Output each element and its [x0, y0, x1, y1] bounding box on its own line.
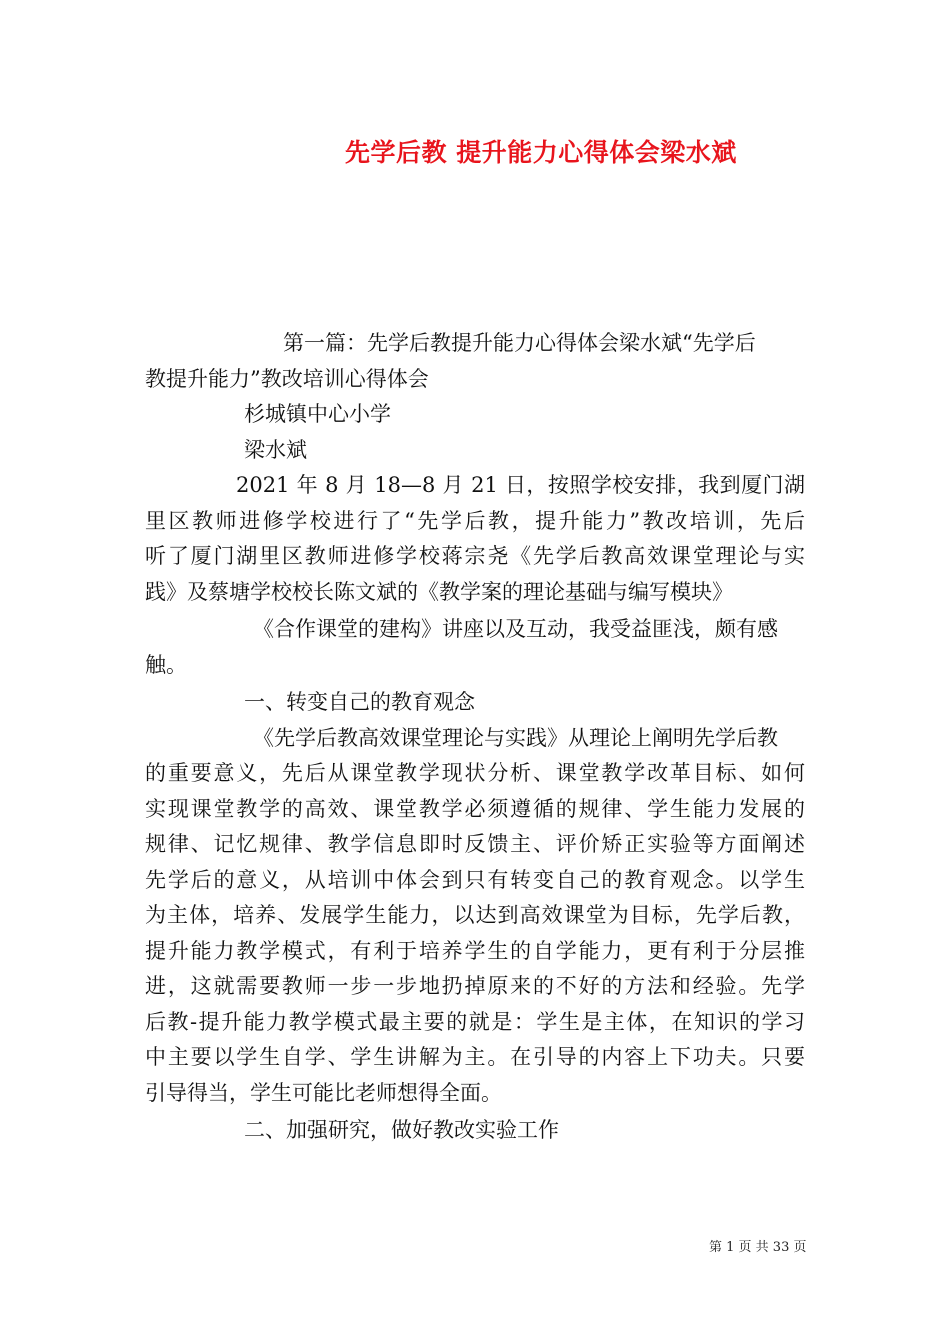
paragraph-line: 进，这就需要教师一步一步地扔掉原来的不好的方法和经验。先学: [145, 974, 805, 998]
paragraph-line: 践》及蔡塘学校校长陈文斌的《教学案的理论基础与编写模块》: [145, 579, 733, 604]
paragraph-line: 2021 年 8 月 18—8 月 21 日，按照学校安排，我到厦门湖: [236, 473, 805, 497]
document-body: [145, 326, 805, 1149]
section-heading: 二、加强研究，做好教改实验工作: [244, 1118, 559, 1142]
paragraph-line: 引导得当，学生可能比老师想得全面。: [145, 1080, 502, 1105]
paragraph-line: 中主要以学生自学、学生讲解为主。在引导的内容上下功夫。只要: [145, 1045, 805, 1069]
paragraph-line: 里区教师进修学校进行了“先学后教，提升能力”教改培训，先后: [145, 508, 805, 533]
page-number: 第 1 页 共 33 页: [709, 1240, 807, 1255]
author-name: 梁水斌: [244, 437, 307, 462]
paragraph-line: 为主体，培养、发展学生能力，以达到高效课堂为目标，先学后教，: [145, 903, 805, 927]
heading-line: 教提升能力”教改培训心得体会: [145, 366, 429, 391]
paragraph-line: 《先学后教高效课堂理论与实践》从理论上阐明先学后教: [253, 725, 778, 750]
paragraph-line: 的重要意义，先后从课堂教学现状分析、课堂教学改革目标、如何: [145, 761, 805, 785]
paragraph-line: 提升能力教学模式，有利于培养学生的自学能力，更有利于分层推: [145, 938, 805, 963]
paragraph-line: 《合作课堂的建构》讲座以及互动，我受益匪浅，颇有感: [253, 617, 778, 641]
section-heading: 一、转变自己的教育观念: [244, 690, 475, 714]
paragraph-line: 实现课堂教学的高效、课堂教学必须遵循的规律、学生能力发展的: [145, 796, 805, 821]
paragraph-line: 听了厦门湖里区教师进修学校蒋宗尧《先学后教高效课堂理论与实: [145, 544, 805, 568]
paragraph-line: 后教-提升能力教学模式最主要的就是：学生是主体，在知识的学习: [145, 1009, 805, 1034]
paragraph-line: 先学后的意义，从培训中体会到只有转变自己的教育观念。以学生: [145, 867, 805, 892]
heading-line: 第一篇：先学后教提升能力心得体会梁水斌“先学后: [283, 331, 756, 355]
document-title: 先学后教 提升能力心得体会梁水斌: [345, 138, 737, 167]
paragraph-line: 规律、记忆规律、教学信息即时反馈主、评价矫正实验等方面阐述: [145, 832, 805, 856]
school-name: 杉城镇中心小学: [244, 402, 391, 426]
paragraph-line: 触。: [145, 652, 187, 677]
